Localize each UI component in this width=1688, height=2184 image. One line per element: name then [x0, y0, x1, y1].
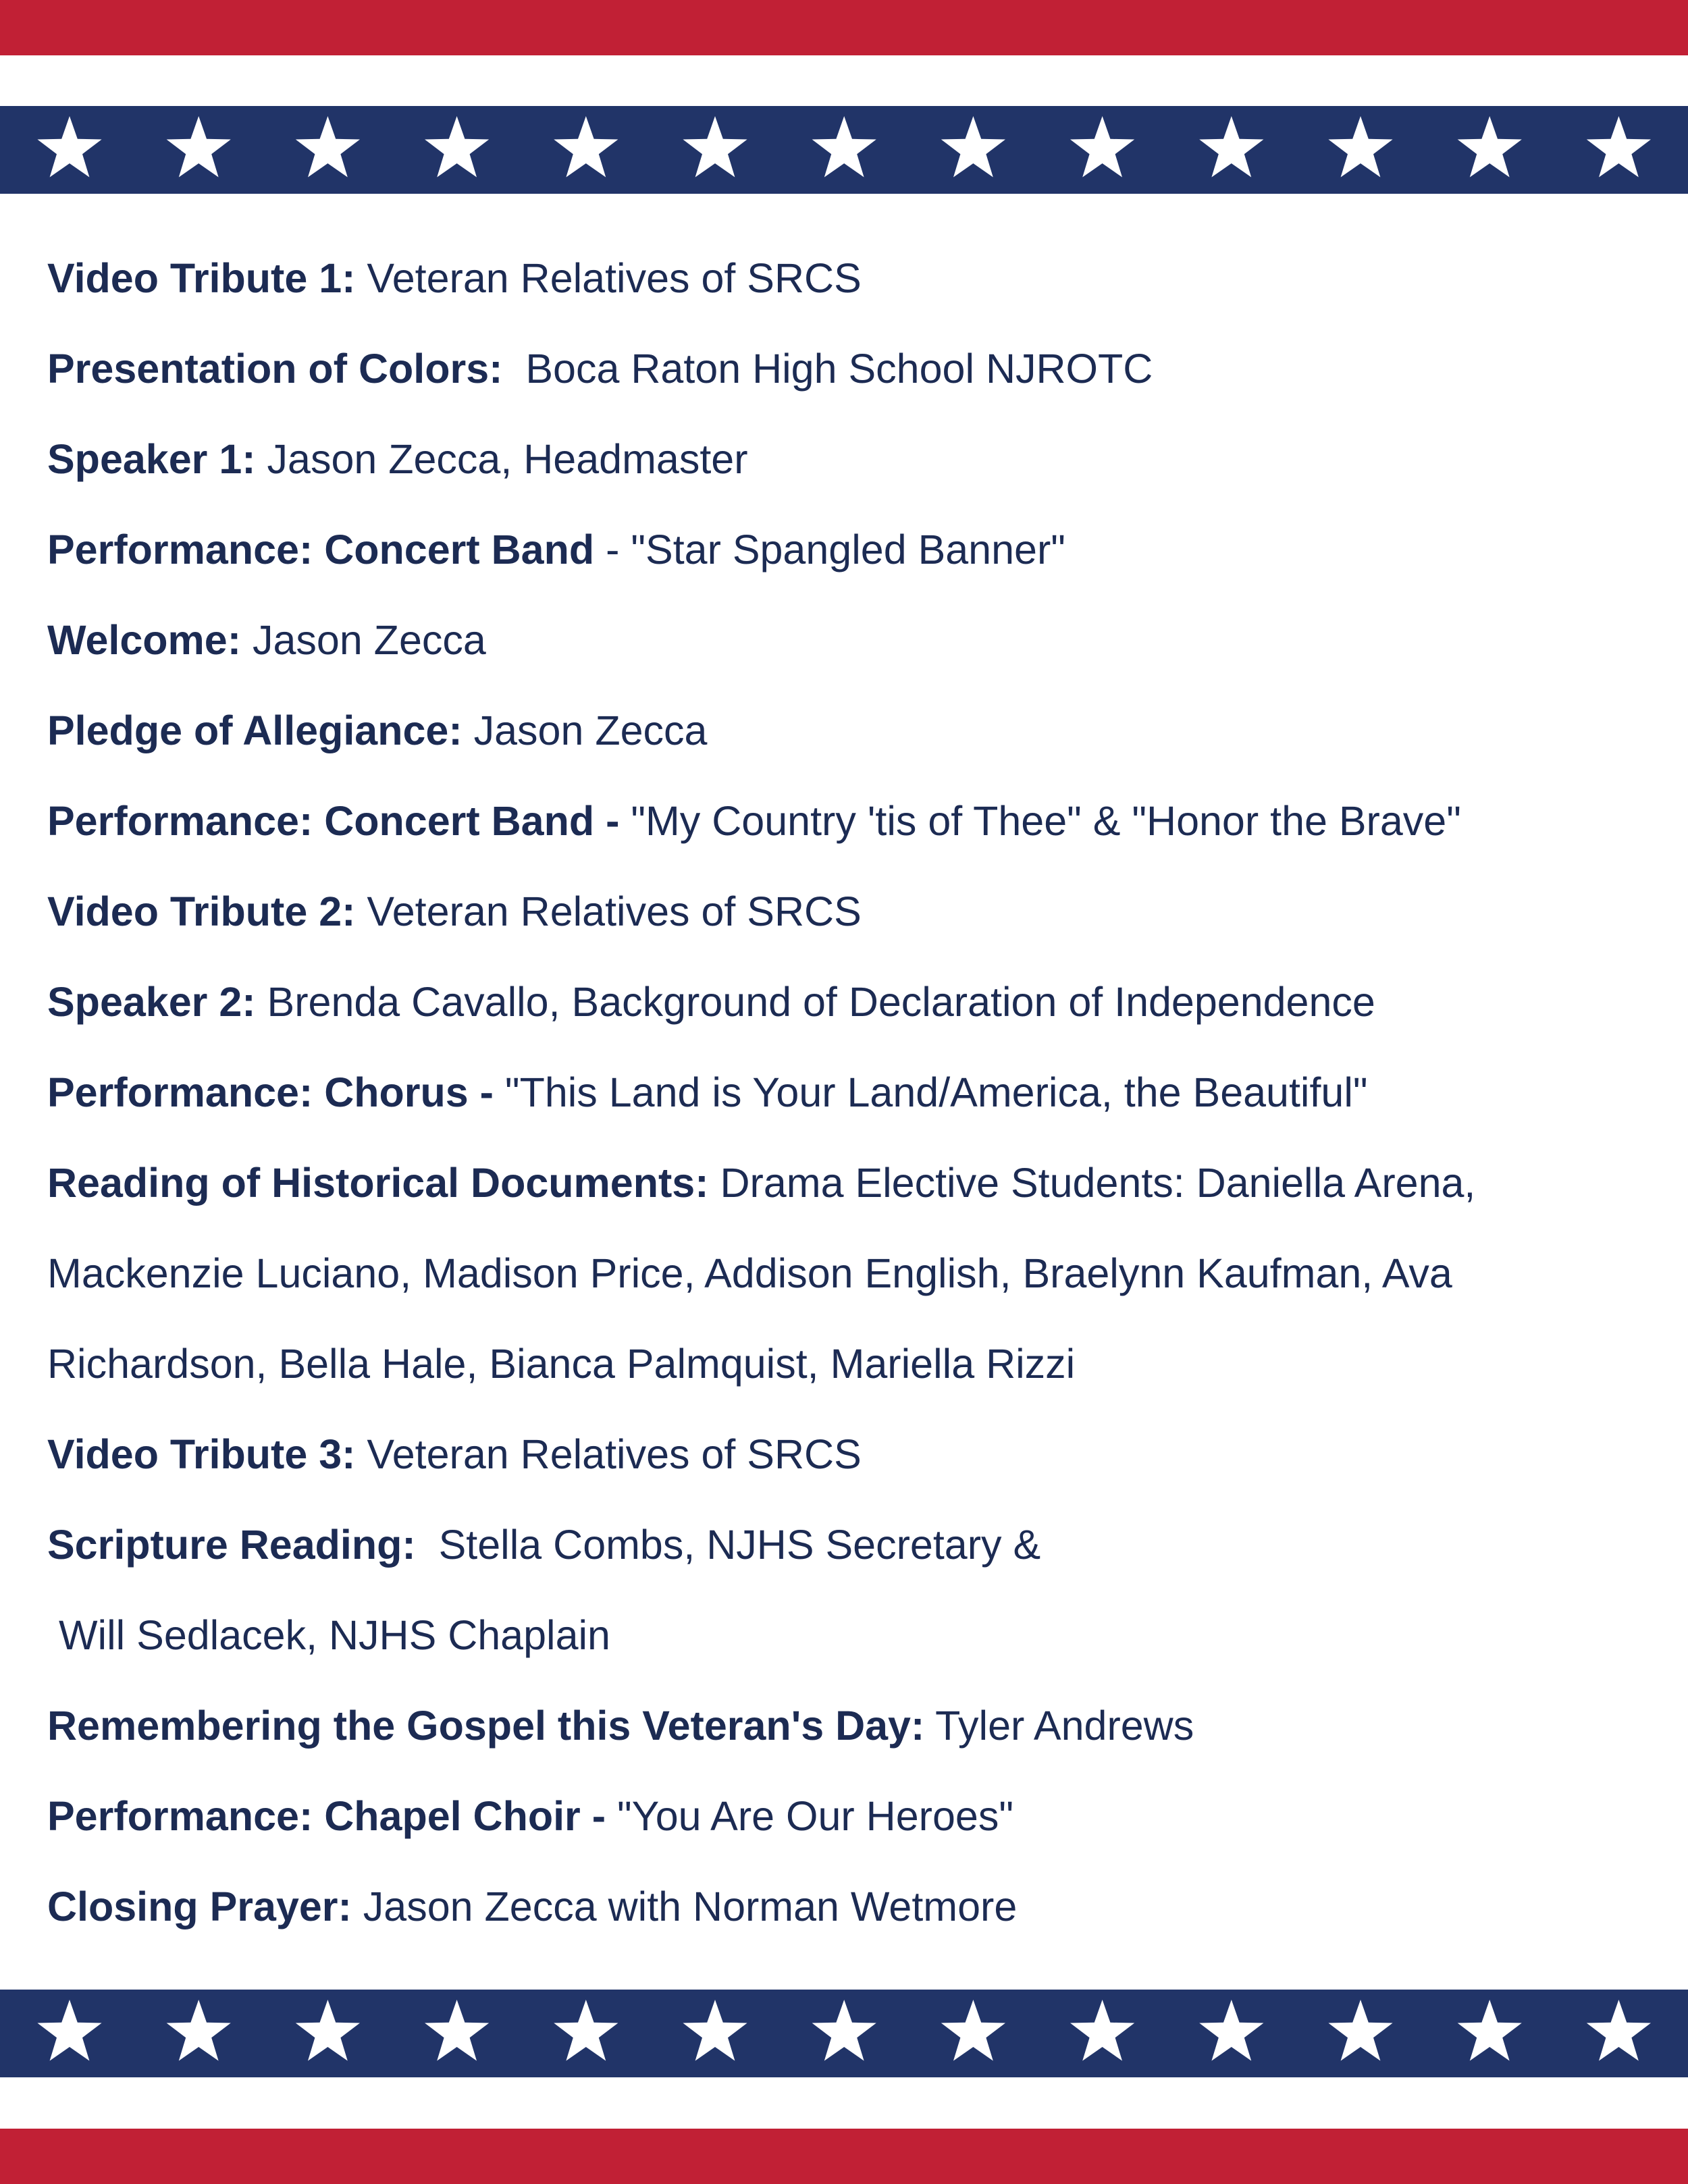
top-stars	[0, 106, 1688, 194]
star-icon	[554, 2000, 618, 2061]
program-item-text: Jason Zecca, Headmaster	[255, 436, 748, 482]
star-icon	[1070, 116, 1134, 178]
star-icon	[1458, 116, 1522, 178]
program-item	[47, 1228, 1641, 1319]
program-item	[47, 1138, 1641, 1228]
program-item	[47, 1499, 1641, 1590]
bottom-stars	[0, 1990, 1688, 2077]
star-icon	[296, 2000, 360, 2061]
program-item	[47, 414, 1641, 504]
star-icon	[554, 116, 618, 178]
program-item-text: Jason Zecca with Norman Wetmore	[351, 1884, 1018, 1929]
star-icon	[1587, 116, 1651, 178]
star-icon	[812, 116, 876, 178]
star-icon	[1328, 2000, 1392, 2061]
program-item	[47, 1680, 1641, 1771]
star-icon	[1199, 2000, 1263, 2061]
program-item-label: Welcome:	[47, 617, 242, 663]
program-item-text: Mackenzie Luciano, Madison Price, Addison English, Braelynn Kaufman, Ava	[47, 1250, 1452, 1296]
program-item-label: Video Tribute 3:	[47, 1431, 356, 1477]
program-item	[47, 595, 1641, 685]
program-item-text: Jason Zecca	[462, 708, 708, 753]
program-item-label: Remembering the Gospel this Veteran's Day:	[47, 1703, 925, 1749]
program-item	[47, 1047, 1641, 1138]
program-item-text: "This Land is Your Land/America, the Beautiful"	[493, 1069, 1368, 1115]
program-item-label: Performance: Chapel Choir -	[47, 1793, 606, 1839]
star-icon	[37, 2000, 101, 2061]
star-icon	[1587, 2000, 1651, 2061]
bottom-red-stripe	[0, 2129, 1688, 2184]
program-item	[47, 1861, 1641, 1952]
program-item-label: Video Tribute 2:	[47, 888, 356, 934]
program-item-label: Performance: Chorus -	[47, 1069, 494, 1115]
program-item	[47, 685, 1641, 776]
program-item-text: Veteran Relatives of SRCS	[355, 1431, 862, 1477]
program-item-text: Stella Combs, NJHS Secretary &	[415, 1522, 1041, 1568]
program-item-text: Veteran Relatives of SRCS	[355, 888, 862, 934]
program-item-label: Scripture Reading:	[47, 1522, 416, 1568]
program-item-text: "You Are Our Heroes"	[606, 1793, 1013, 1839]
program-item	[47, 1409, 1641, 1499]
program-item-text: Drama Elective Students: Daniella Arena,	[708, 1160, 1476, 1206]
star-icon	[425, 116, 489, 178]
star-icon	[683, 116, 747, 178]
program-item	[47, 776, 1641, 866]
program-item-text: "My Country 'tis of Thee" & "Honor the Brave"	[619, 798, 1461, 844]
program-item-label: Closing Prayer:	[47, 1884, 352, 1929]
program-item-label: Performance: Concert Band	[47, 527, 595, 572]
star-icon	[167, 116, 231, 178]
program-item-text: Boca Raton High School NJROTC	[502, 346, 1153, 392]
program-item	[47, 504, 1641, 595]
bottom-star-banner	[0, 1990, 1688, 2077]
star-icon	[296, 116, 360, 178]
star-icon	[1328, 116, 1392, 178]
program-item-text: Veteran Relatives of SRCS	[355, 255, 862, 301]
star-icon	[167, 2000, 231, 2061]
program-item	[47, 1590, 1641, 1680]
program-item-label: Performance: Concert Band -	[47, 798, 620, 844]
program-item-text: Tyler Andrews	[924, 1703, 1194, 1749]
star-icon	[941, 2000, 1005, 2061]
program-item-label: Video Tribute 1:	[47, 255, 356, 301]
star-icon	[1199, 116, 1263, 178]
star-icon	[812, 2000, 876, 2061]
program-item-text: - "Star Spangled Banner"	[594, 527, 1065, 572]
star-icon	[683, 2000, 747, 2061]
program-item-label: Speaker 2:	[47, 979, 256, 1025]
program-item	[47, 957, 1641, 1047]
program-item-text: Jason Zecca	[241, 617, 486, 663]
program-item-text: Brenda Cavallo, Background of Declaration of Independence	[255, 979, 1375, 1025]
star-icon	[1458, 2000, 1522, 2061]
star-icon	[1070, 2000, 1134, 2061]
program-item-text: Richardson, Bella Hale, Bianca Palmquist, Mariella Rizzi	[47, 1341, 1076, 1387]
program-list	[47, 233, 1641, 1952]
program-item	[47, 323, 1641, 414]
top-red-stripe	[0, 0, 1688, 55]
program-item	[47, 233, 1641, 323]
program-item-label: Presentation of Colors:	[47, 346, 503, 392]
star-icon	[941, 116, 1005, 178]
star-icon	[37, 116, 101, 178]
program-item	[47, 1319, 1641, 1409]
top-star-banner	[0, 106, 1688, 194]
program-item-text: Will Sedlacek, NJHS Chaplain	[47, 1612, 610, 1658]
program-item	[47, 1771, 1641, 1861]
program-item-label: Speaker 1:	[47, 436, 256, 482]
program-item	[47, 866, 1641, 957]
program-item-label: Pledge of Allegiance:	[47, 708, 463, 753]
program-item-label: Reading of Historical Documents:	[47, 1160, 709, 1206]
star-icon	[425, 2000, 489, 2061]
